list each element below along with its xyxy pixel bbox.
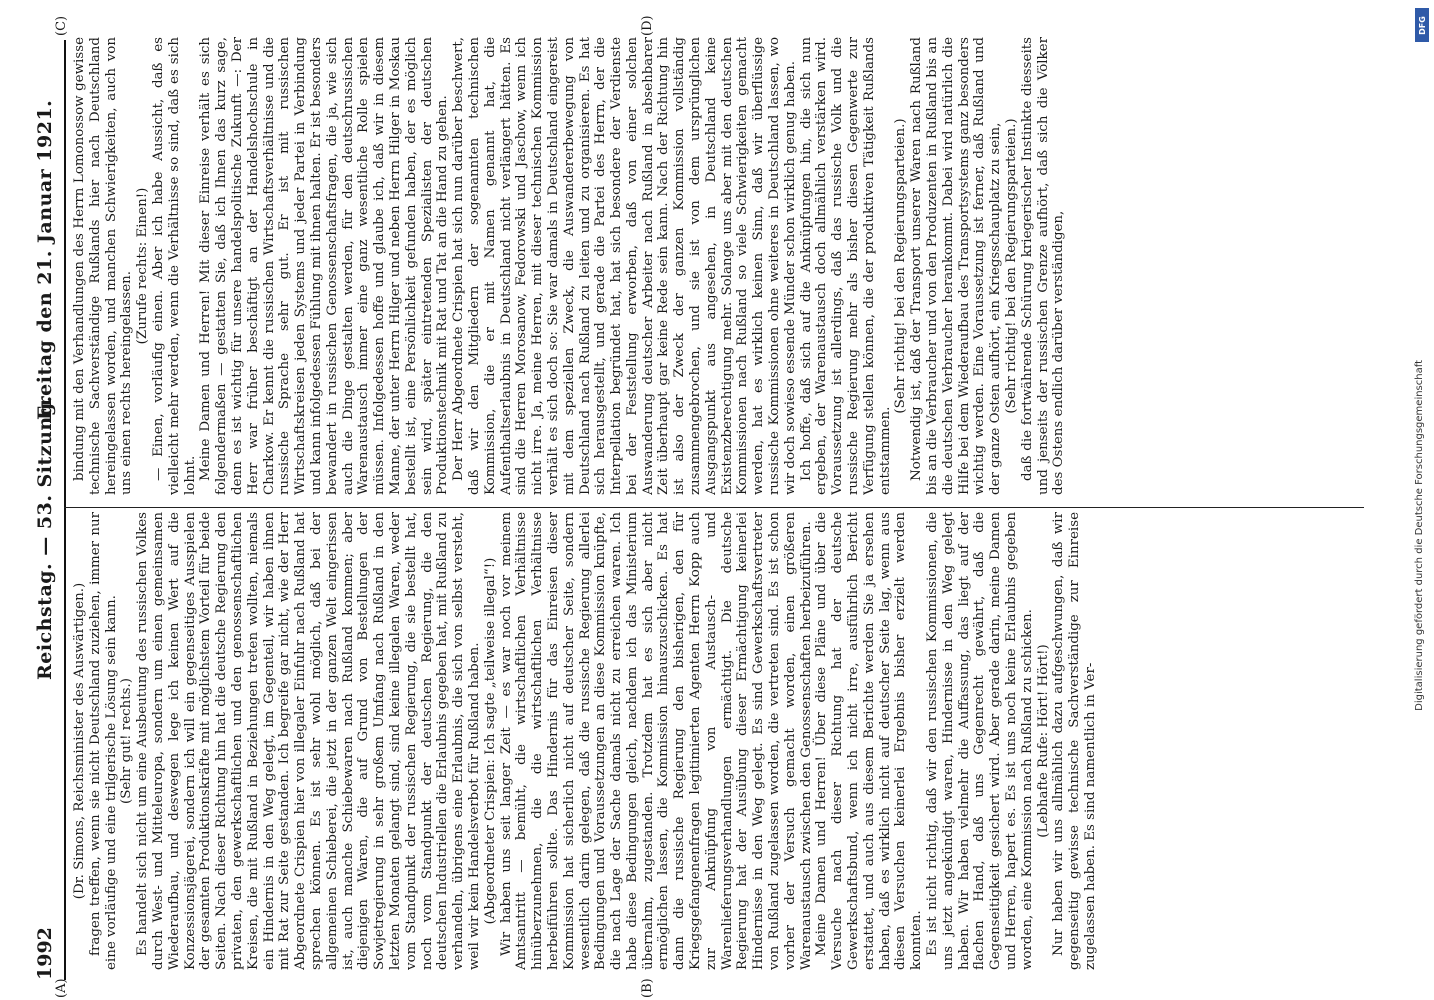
- paragraph: Meine Damen und Herren! Über diese Pläne und über die Versuche nach dieser Richtung hat der deutsche Gewerkschaftsbund, wenn ich nicht irre, ausführlich Bericht erstattet, und auch aus diesem Berichte werden Sie ja ersehen haben, daß es wirklich nicht auf deutscher Seite lag, wenn aus diesen Versuchen keinerlei Ergebnis bisher erzielt werden konnten.: [814, 512, 925, 970]
- paragraph: bindung mit den Verhandlungen des Herrn Lomonossow gewisse technische Sachverständige Rußlands hier nach Deutschland hereingelassen worden, und manchen Schwierigkeiten, auch von uns einen rechts hereingelassen.: [72, 37, 135, 495]
- interjection: (Sehr richtig! bei den Regierungsparteien.): [1004, 118, 1020, 414]
- margin-mark-b: (B): [640, 978, 655, 998]
- paragraph: (Dr. Simons, Reichsminister des Auswärtigen.): [72, 582, 87, 900]
- paragraph: daß die fortwährende Schürung kriegerischer Instinkte diesseits und jenseits der russischen Grenze aufhört, daß sich die Völker des Ostens endlich darüber verständigen,: [1019, 37, 1067, 495]
- paragraph: Ich hoffe, daß sich auf die Anknüpfungen hin, die sich nun ergeben, der Warenaustausch doch allmählich verstärken wird. Voraussetzung ist allerdings, daß das russische Volk und die russische Regierung mehr als bisher diesen Gegenwerte zur Verfügung stellen können, die der produktiven Tätigkeit Rußlands entstammen.: [798, 37, 893, 495]
- margin-mark-d: (D): [640, 15, 655, 36]
- paragraph: Es handelt sich nicht um eine Ausbeutung des russischen Volkes durch West- und Mitteleuropa, sondern um einen gemeinsamen Wiederaufbau, und deswegen lege ich keinen Wert auf die Konzessionsjägerei, sondern ich will ein gegenseitiges Ausspielen der gesamten Produktionskräfte mit möglichstem Vorteil für beide Seiten. Nach dieser Richtung hin hat die deutsche Regierung den privaten, den gewerkschaftlichen und den genossenschaftlichen Kreisen, die mit Rußland in Beziehungen treten wollten, niemals ein Hindernis in den Weg gelegt, im Gegenteil, wir haben ihnen mit Rat zur Seite gestanden. Ich begreife gar nicht, wie der Herr Abgeordnete Crispien hier von illegaler Einfuhr nach Rußland hat sprechen können. Es ist sehr wohl möglich, daß bei der allgemeinen Schieberei, die jetzt in der ganzen Welt eingerissen ist, auch manche Schiebewaren nach Rußland kommen; aber diejenigen Waren, die auf Grund von Bestellungen der Sowjetregierung in sehr großem Umfang nach Rußland in den letzten Monaten gelangt sind, sind keine illegalen Waren, weder vom Standpunkt der russischen Regierung, die sie bestellt hat, noch vom Standpunkt der deutschen Regierung, die den deutschen Industriellen die Erlaubnis gegeben hat, mit Rußland zu verhandeln, übrigens eine Erlaubnis, die sich von selbst versteht, weil wir kein Handelsverbot für Rußland haben.: [135, 512, 482, 970]
- paragraph: Der Herr Abgeordnete Crispien hat sich nun darüber beschwert, daß wir den Mitgliedern der sogenannten technischen Kommission, die er mit Namen genannt hat, die Aufenthaltserlaubnis in Deutschland nicht verlängert hätten. Es sind die Herren Morosanow, Fedorowski und Jaschow, wenn ich nicht irre. Ja, meine Herren, mit dieser technischen Kommission verhält es sich doch so: Sie war damals in Deutschland eingereist mit dem speziellen Zweck, die Auswandererbewegung von Deutschland nach Rußland zu leiten und zu organisieren. Es hat sich herausgestellt, und gerade die Partei des Herrn, der die Interpellation begründet hat, hat sich besondere der Verdienste bei der Feststellung erworben, daß von einer solchen Auswanderung deutscher Arbeiter nach Rußland in absehbarer Zeit überhaupt gar keine Rede sein kann. Nach der Richtung hin ist also der Zweck der ganzen Kommission vollständig zusammengebrochen, und sie ist von dem ursprünglichen Ausgangspunkt aus angesehen, in Deutschland keine Existenzberechtigung mehr. Solange uns aber mit den deutschen Kommissionen nach Rußland so viele Schwierigkeiten gemacht werden, hat es wirklich keinen Sinn, daß wir überflüssige russische Kommissionen ohne weiteres in Deutschland lassen, wo wir doch sowieso essende Münder schon wirklich genug haben.: [451, 37, 798, 495]
- dfg-sidebar: [1414, 0, 1430, 1000]
- paragraph: Nur haben wir uns allmählich dazu aufgeschwungen, daß wir gegenseitig gewisse technische Sachverständige zur Einreise zugelassen haben. Es sind namentlich in Ver-: [1051, 512, 1098, 970]
- session-date: Freitag den 21. Januar 1921.: [34, 99, 56, 420]
- header-rule: [64, 40, 66, 980]
- margin-mark-a: (A): [54, 978, 69, 998]
- right-column: [72, 37, 1372, 495]
- interjection: (Abgeordneter Crispien: Ich sagte „teilweise illegal“!): [482, 557, 498, 925]
- margin-mark-c: (C): [54, 15, 69, 36]
- interjection: (Lebhafte Rufe: Hört! Hört!): [1035, 644, 1051, 838]
- page-number: 1992: [34, 927, 56, 980]
- interjection: (Sehr richtig! bei den Regierungsparteien.): [893, 118, 909, 414]
- paragraph: Notwendig ist, daß der Transport unserer Waren nach Rußland bis an die Verbraucher und von den Produzenten in Rußland bis an die deutschen Verbraucher herankommt. Dabei wird natürlich die Hilfe bei dem Wiederaufbau des Transportsystems ganz besonders wichtig werden. Eine Voraussetzung ist ferner, daß Rußland und der ganze Osten aufhört, ein Kriegsschauplatz zu sein,: [909, 37, 1004, 495]
- dfg-logo: DFG: [1415, 8, 1429, 42]
- paragraph: Meine Damen und Herren! Mit dieser Einreise verhält es sich folgendermaßen — gestatten Sie, daß ich Ihnen das kurz sage, denn es ist wichtig für unsere handelspolitische Zukunft —: Der Herr war früher beschäftigt an der Handelshochschule in Charkow. Er kennt die russischen Wirtschaftsverhältnisse und die russische Sprache sehr gut. Er ist mit russischen Wirtschaftskreisen jeden Systems und jeder Partei in Verbindung und kann infolgedessen Fühlung mit ihnen halten. Er ist besonders bewandert in russischen Genossenschaftsfragen, die ja, wie sich auch die Dinge gestalten werden, für den deutschrussischen Warenaustausch immer eine ganz wesentliche Rolle spielen müssen. Infolgedessen hoffe und glaube ich, daß wir in diesem Manne, der unter Herrn Hilger und neben Herrn Hilger in Moskau bestellt ist, eine Persönlichkeit gefunden haben, der es möglich sein wird, später eintretenden Spezialisten der deutschen Produktionstechnik mit Rat und Tat an die Hand zu gehen.: [198, 37, 451, 495]
- paragraph: — Einen, vorläufig einen. Aber ich habe Aussicht, daß es vielleicht mehr werden, wenn die Verhältnisse so sind, daß es sich lohnt.: [150, 37, 198, 495]
- interjection: (Sehr gut! rechts.): [119, 678, 135, 805]
- session-title: Reichstag. — 53. Sitzung.: [34, 395, 56, 680]
- paragraph: fragen treffen, wenn sie nicht Deutschland zuziehen, immer nur eine vorläufige und eine trilgerische Lösung sein kann.: [87, 512, 119, 970]
- digitization-note: Digitalisierung gefördert durch die Deutsche Forschungsgemeinschaft: [1414, 360, 1425, 711]
- paragraph: Wir haben uns seit langer Zeit — es war noch vor meinem Amtsantritt — bemüht, die wirtschaftlichen Verhältnisse hinüberzunehmen, die die wirtschaftlichen Verhältnisse herbeiführen sollte. Das Hindernis für das Einreisen dieser Kommission hat sicherlich nicht auf deutscher Seite, sondern wesentlich darin gelegen, daß die russische Regierung allerlei Bedingungen und Voraussetzungen an diese Kommission knüpfte, die nach Lage der Sache damals nicht zu erreichen waren. Ich habe diese Bedingungen gleich, nachdem ich das Ministerium übernahm, zugestanden. Trotzdem hat es sich aber nicht ermöglichen lassen, die Kommission hinauszuschicken. Es hat dann die russische Regierung den bisherigen, den für Kriegsgefangenenfragen legitimierten Agenten Herrn Kopp auch zur Anknüpfung von Austausch- und Warenlieferungsverhandlungen ermächtigt. Die deutsche Regierung hat der Ausübung dieser Ermächtigung keinerlei Hindernisse in den Weg gelegt. Es sind Gewerkschaftsvertreter von Rußland zugelassen worden, die vertreten sind. Es ist schon vorher der Versuch gemacht worden, einen größeren Warenaustausch zwischen den Genossenschaften herbeizuführen.: [498, 512, 814, 970]
- interjection: (Zurufe rechts: Einen!): [135, 187, 151, 345]
- column-divider: [64, 507, 1364, 508]
- paragraph: Es ist nicht richtig, daß wir den russischen Kommissionen, die uns jetzt angekündigt waren, Hindernisse in den Weg gelegt haben. Wir haben vielmehr die Auffassung, das liegt auf der flachen Hand, daß uns Gegenrecht gewährt, daß die Gegenseitigkeit gesichert wird. Aber gerade darin, meine Damen und Herren, hapert es. Es ist uns noch keine Erlaubnis gegeben worden, eine Kommission nach Rußland zu schicken.: [925, 512, 1035, 970]
- left-column: [72, 512, 1372, 970]
- page-header: [34, 40, 64, 980]
